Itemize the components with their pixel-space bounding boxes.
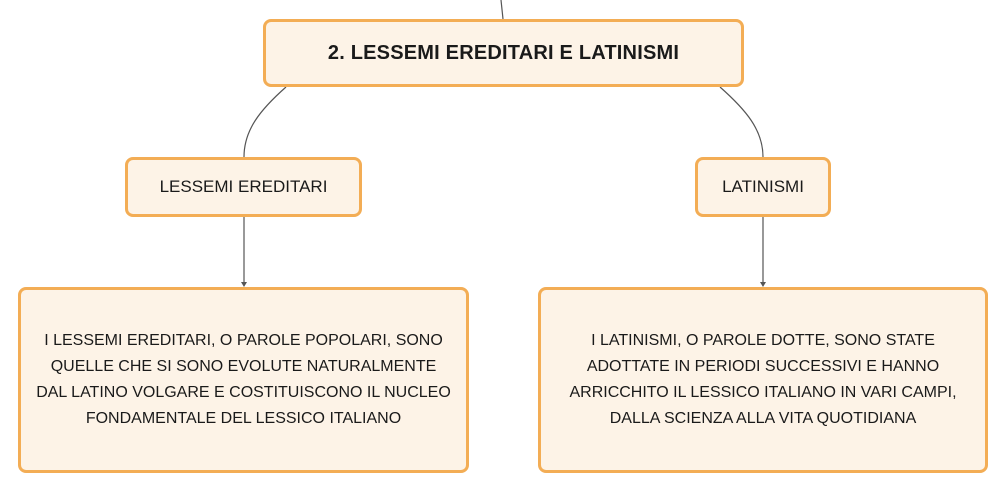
root-node-label: 2. LESSEMI EREDITARI E LATINISMI bbox=[327, 41, 680, 64]
latinismi-description-node[interactable] bbox=[538, 287, 988, 473]
latinismi-label: LATINISMI bbox=[722, 177, 804, 196]
lessemi-ereditari-description: I LESSEMI EREDITARI, O PAROLE POPOLARI, SONO QUELLE CHE SI SONO EVOLUTE NATURALMENTE DAL LATINO VOLGARE E COSTITUISCONO IL NUCLEO FONDAMENTALE DEL LESSICO ITALIANO bbox=[36, 332, 451, 427]
lessemi-ereditari-node[interactable] bbox=[125, 157, 362, 217]
connector-root-to-latinismi bbox=[720, 87, 763, 157]
root-node[interactable] bbox=[263, 19, 744, 87]
latinismi-node[interactable] bbox=[695, 157, 831, 217]
incoming-connector bbox=[501, 0, 503, 19]
latinismi-description: I LATINISMI, O PAROLE DOTTE, SONO STATE ADOTTATE IN PERIODI SUCCESSIVI E HANNO ARRICCHITO IL LESSICO ITALIANO IN VARI CAMPI, DALLA SCIENZA ALLA VITA QUOTIDIANA bbox=[569, 332, 957, 427]
lessemi-ereditari-description-node[interactable] bbox=[18, 287, 469, 473]
lessemi-ereditari-label: LESSEMI EREDITARI bbox=[159, 177, 328, 196]
connector-root-to-lessemi bbox=[244, 87, 286, 157]
